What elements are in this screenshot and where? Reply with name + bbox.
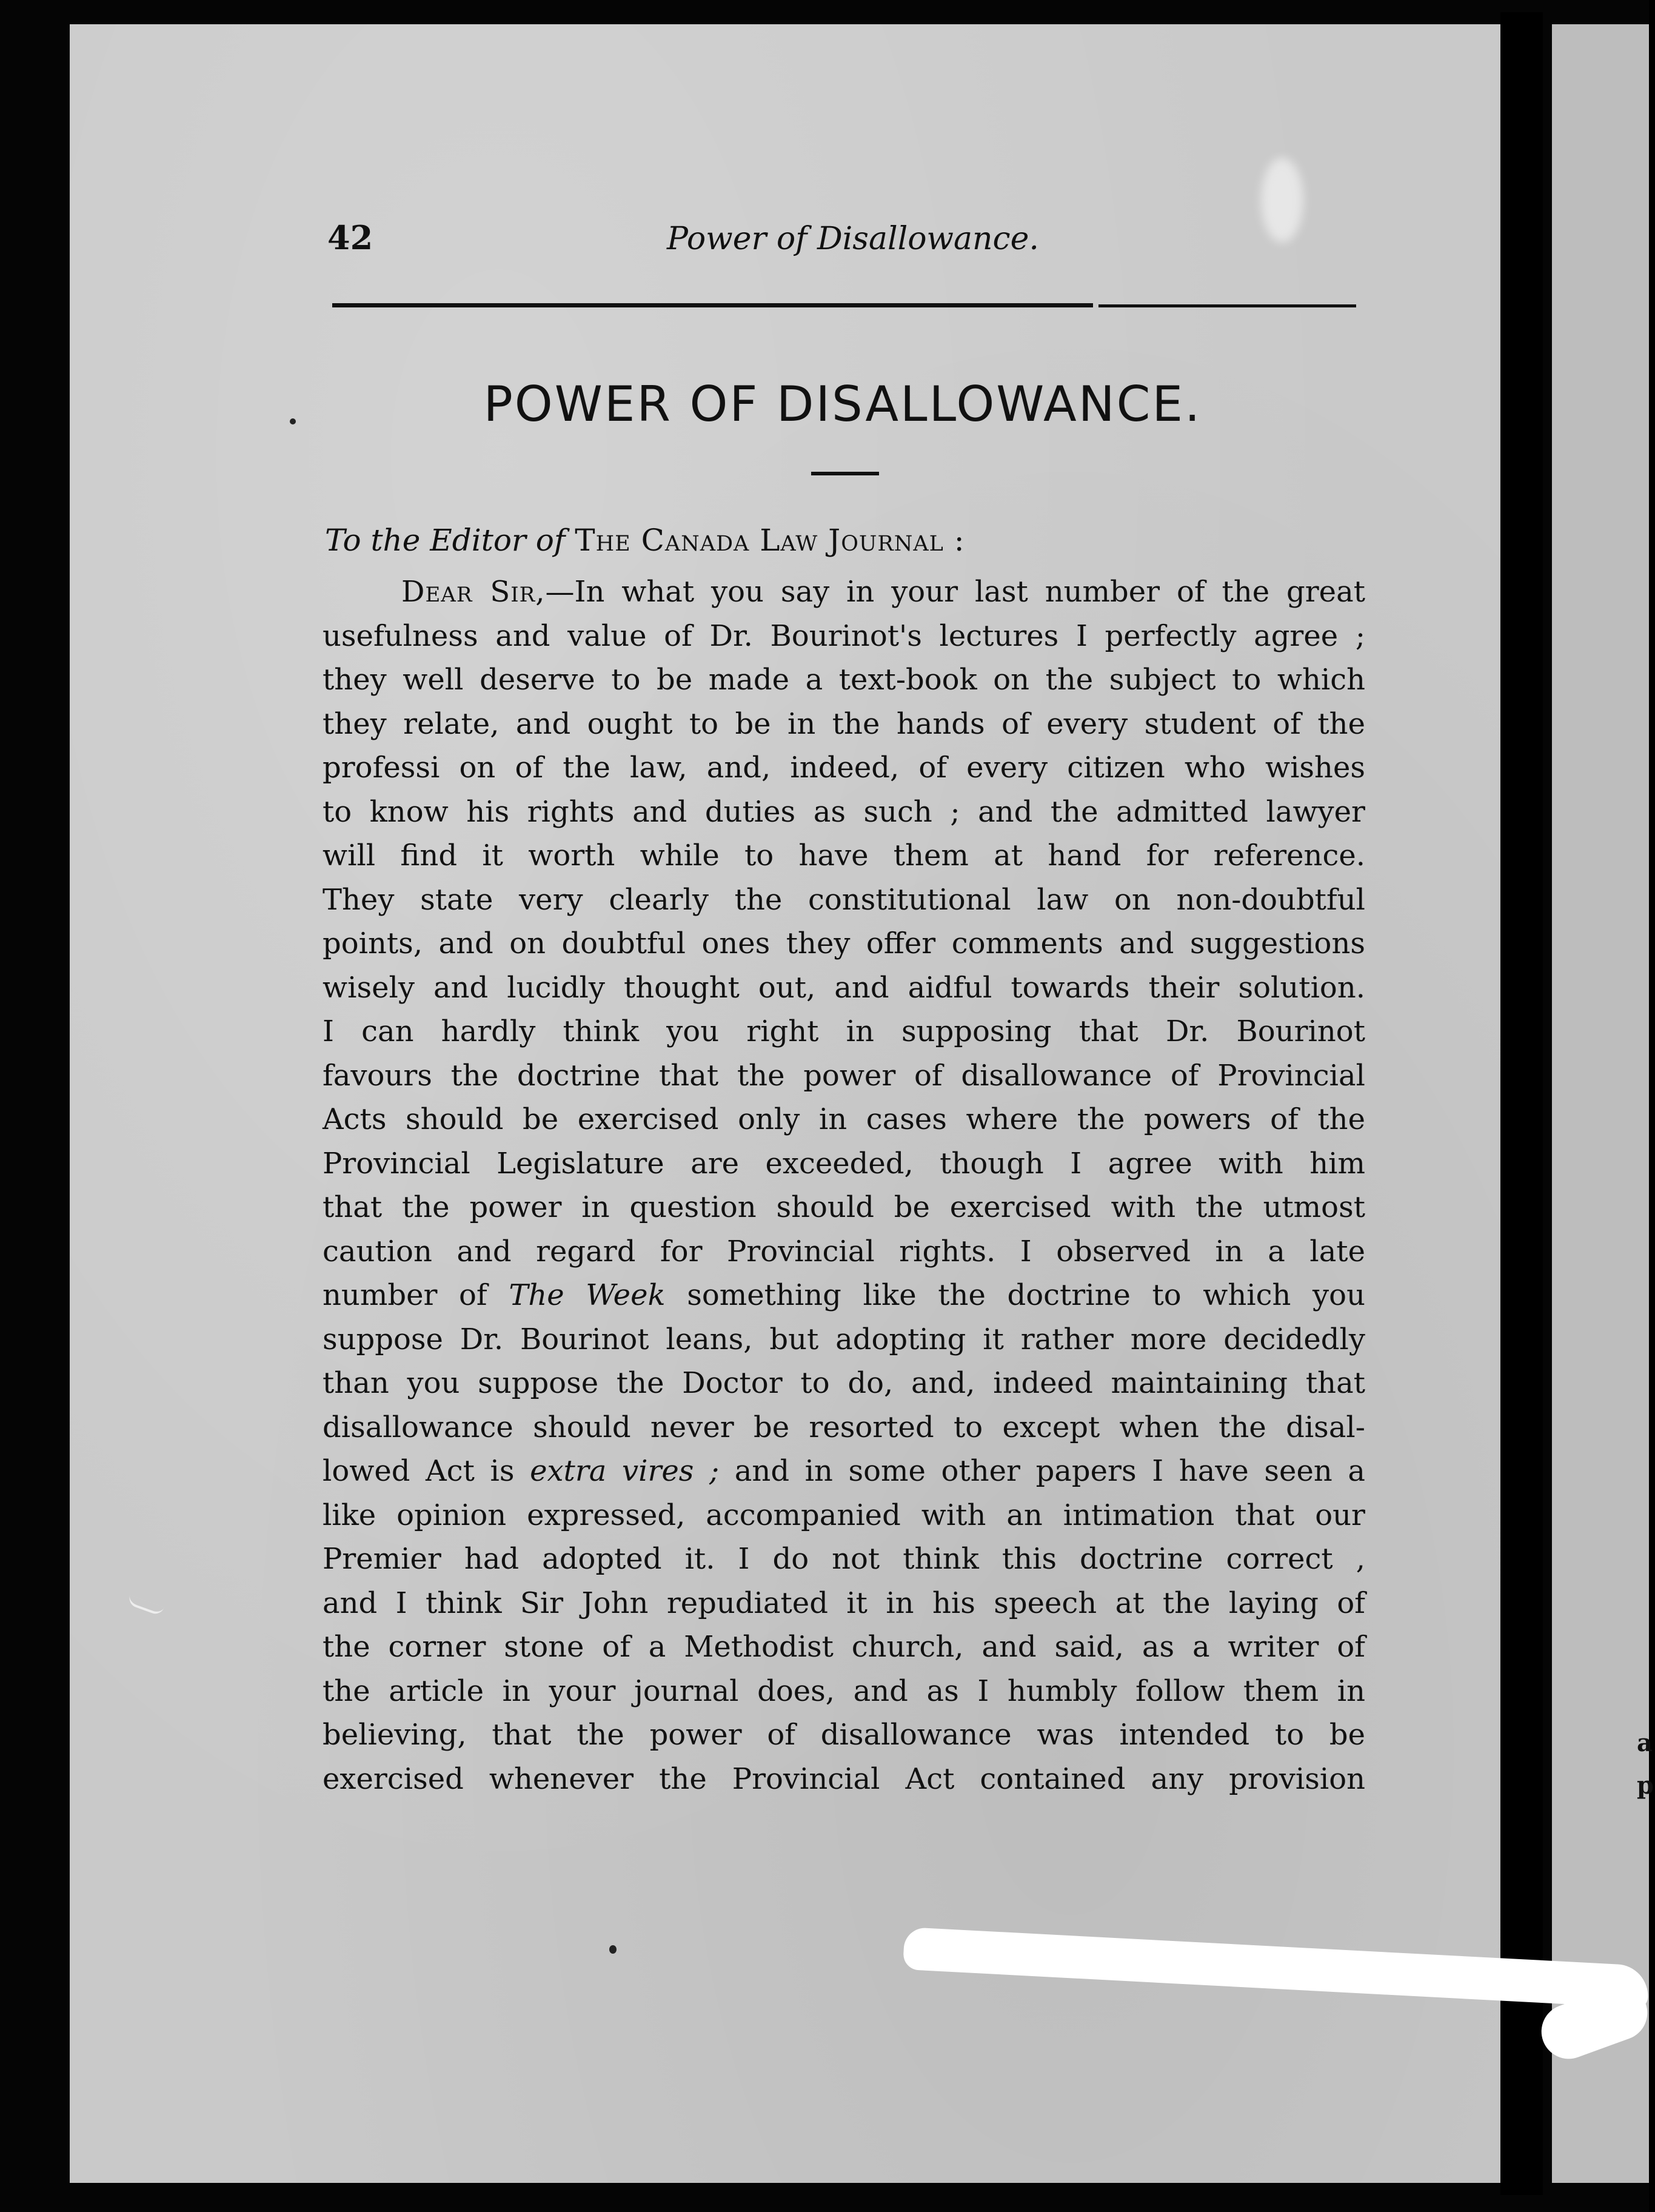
text-line	[323, 570, 1365, 614]
text-line: to know his rights and duties as such ; and the admitted lawyer	[323, 794, 1365, 829]
title-rule	[811, 472, 879, 475]
salutation-prefix: To the Editor of	[325, 523, 566, 558]
text-line: usefulness and value of Dr. Bourinot's lectures I perfectly agree ;	[323, 618, 1365, 653]
text-line: Provincial Legislature are exceeded, though I agree with him	[323, 1146, 1365, 1181]
text-line	[323, 1449, 1365, 1493]
text-line: that the power in question should be exercised with the utmost	[323, 1190, 1365, 1224]
text-line: professi on of the law, and, indeed, of every citizen who wishes	[323, 751, 1365, 785]
facing-page-letter: a	[1637, 1729, 1653, 1757]
text-line-content: something like the doctrine to which you	[687, 1278, 1365, 1312]
text-line: will find it worth while to have them at hand for reference.	[323, 839, 1365, 873]
letter-body	[323, 570, 1365, 1801]
text-line: points, and on doubtful ones they offer comments and suggestions	[323, 927, 1365, 960]
text-line-content: number of	[323, 1278, 487, 1312]
header-rule	[1098, 304, 1356, 307]
facing-page-text	[1637, 1722, 1654, 1843]
running-title: Power of Disallowance.	[667, 221, 1039, 257]
page-number: 42	[327, 218, 373, 257]
text-line: they relate, and ought to be in the hands of every student of the	[323, 706, 1365, 741]
text-line: suppose Dr. Bourinot leans, but adopting it rather more decidedly	[323, 1322, 1365, 1356]
text-line: exercised whenever the Provincial Act contained any provision	[323, 1761, 1365, 1796]
text-line: disallowance should never be resorted to except when the disal-	[323, 1410, 1365, 1444]
header-rule	[332, 303, 1093, 307]
text-line: I can hardly think you right in supposing that Dr. Bourinot	[323, 1014, 1365, 1048]
text-line-content: —In what you say in your last number of the great	[545, 575, 1365, 609]
text-line: They state very clearly the constitutional law on non-doubtful	[323, 882, 1365, 917]
text-line-content: lowed Act is	[323, 1454, 515, 1488]
opening-smallcaps: Dear Sir,	[401, 575, 546, 609]
text-line: the article in your journal does, and as I humbly follow them in	[323, 1674, 1365, 1708]
article-title: POWER OF DISALLOWANCE.	[483, 376, 1202, 432]
stray-speck	[609, 1945, 617, 1954]
text-line: than you suppose the Doctor to do, and, indeed maintaining that	[323, 1366, 1365, 1400]
text-line: and I think Sir John repudiated it in his speech at the laying of	[323, 1586, 1365, 1620]
salutation-journal: The Canada Law Journal :	[575, 523, 965, 558]
italic-title: The Week	[509, 1278, 666, 1312]
text-line-content: and in some other papers I have seen a	[734, 1454, 1365, 1488]
italic-phrase: extra vires ;	[530, 1454, 720, 1488]
text-line: Acts should be exercised only in cases where the powers of the	[323, 1102, 1365, 1136]
facing-page-strip	[1552, 24, 1654, 2183]
text-line: they well deserve to be made a text-book on the subject to which	[323, 663, 1365, 697]
text-line: caution and regard for Provincial rights. I observed in a late	[323, 1234, 1365, 1269]
text-line: like opinion expressed, accompanied with an intimation that our	[323, 1498, 1365, 1532]
text-line: wisely and lucidly thought out, and aidful towards their solution.	[323, 970, 1365, 1005]
text-line: Premier had adopted it. I do not think this doctrine correct ,	[323, 1542, 1365, 1576]
text-line: believing, that the power of disallowance was intended to be	[323, 1718, 1365, 1752]
salutation	[325, 523, 1368, 558]
stray-dot	[290, 418, 296, 424]
facing-page-letter: p	[1637, 1771, 1654, 1800]
running-head	[327, 218, 1358, 267]
page-gutter	[1500, 12, 1543, 2195]
text-line	[323, 1273, 1365, 1318]
text-line: the corner stone of a Methodist church, and said, as a writer of	[323, 1630, 1365, 1664]
text-line: favours the doctrine that the power of disallowance of Provincial	[323, 1058, 1365, 1093]
